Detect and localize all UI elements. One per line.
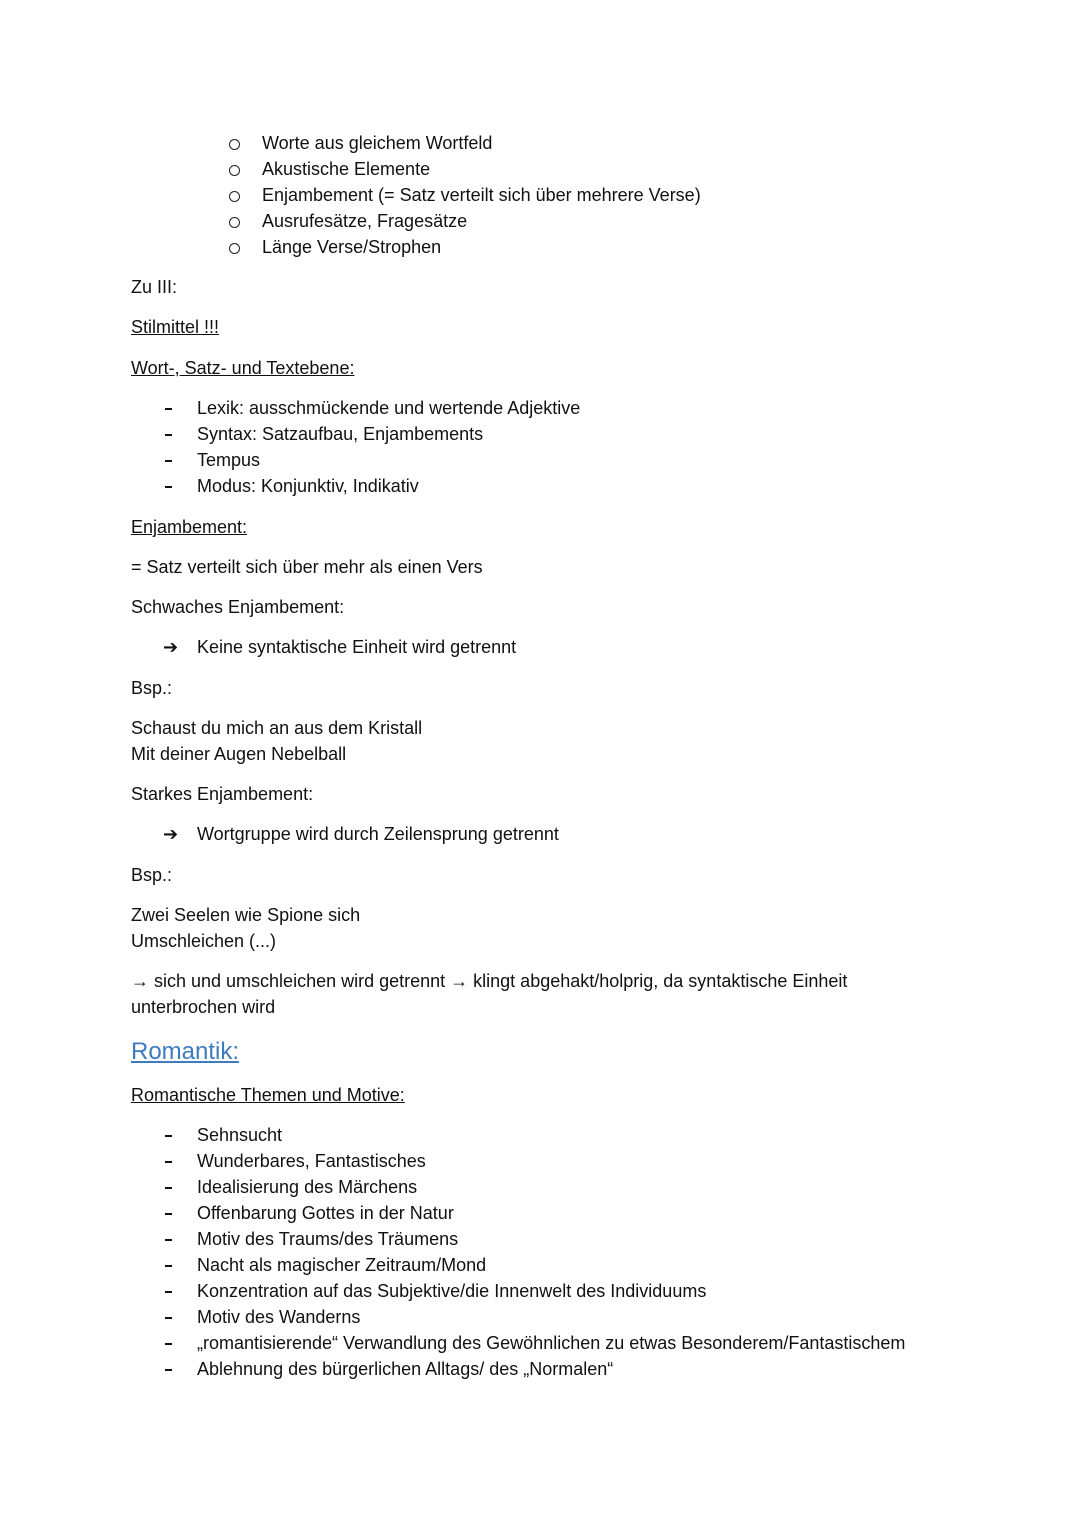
sublist-item: Enjambement (= Satz verteilt sich über mehrere Verse) xyxy=(262,185,701,205)
enjambement-definition: = Satz verteilt sich über mehr als einen Vers xyxy=(131,557,483,577)
dash-bullet-icon xyxy=(165,1187,172,1189)
circle-bullet-icon xyxy=(229,191,240,202)
list-item: Motiv des Wanderns xyxy=(197,1307,361,1327)
romantik-heading: Romantik: xyxy=(131,1038,240,1065)
list-item: „romantisierende“ Verwandlung des Gewöhnlichen zu etwas Besonderem/Fantastischem xyxy=(197,1333,906,1353)
ebene-heading: Wort-, Satz- und Textebene: xyxy=(131,358,355,378)
sublist-item: Länge Verse/Strophen xyxy=(262,237,442,257)
example-line: Zwei Seelen wie Spione sich xyxy=(131,905,361,925)
list-item: Nacht als magischer Zeitraum/Mond xyxy=(197,1255,487,1275)
arrow-right-icon: ➔ xyxy=(163,637,179,657)
stilmittel-heading: Stilmittel !!! xyxy=(131,317,220,337)
list-item: Konzentration auf das Subjektive/die Innenwelt des Individuums xyxy=(197,1281,707,1301)
list-item: Offenbarung Gottes in der Natur xyxy=(197,1203,454,1223)
enjambement-heading: Enjambement: xyxy=(131,517,248,537)
dash-bullet-icon xyxy=(165,486,172,488)
circle-bullet-icon xyxy=(229,139,240,150)
circle-bullet-icon xyxy=(229,165,240,176)
explanation-line: → sich und umschleichen wird getrennt → klingt abgehakt/holprig, da syntaktische Einheit xyxy=(131,971,848,991)
list-item: Motiv des Traums/des Träumens xyxy=(197,1229,459,1249)
dash-bullet-icon xyxy=(165,1213,172,1215)
list-item: Tempus xyxy=(197,450,261,470)
bsp-label: Bsp.: xyxy=(131,678,173,698)
dash-bullet-icon xyxy=(165,1239,172,1241)
example-line: Schaust du mich an aus dem Kristall xyxy=(131,718,423,738)
list-item: Ablehnung des bürgerlichen Alltags/ des „Normalen“ xyxy=(197,1359,614,1379)
list-item: Idealisierung des Märchens xyxy=(197,1177,418,1197)
dash-bullet-icon xyxy=(165,1265,172,1267)
dash-bullet-icon xyxy=(165,408,172,410)
dash-bullet-icon xyxy=(165,1343,172,1345)
zu-iii-label: Zu III: xyxy=(131,277,178,297)
sublist-item: Worte aus gleichem Wortfeld xyxy=(262,133,493,153)
example-line: Mit deiner Augen Nebelball xyxy=(131,744,347,764)
stark-heading: Starkes Enjambement: xyxy=(131,784,314,804)
bsp-label: Bsp.: xyxy=(131,865,173,885)
dash-bullet-icon xyxy=(165,434,172,436)
stark-arrow-text: Wortgruppe wird durch Zeilensprung getrennt xyxy=(197,824,559,844)
dash-bullet-icon xyxy=(165,1291,172,1293)
circle-bullet-icon xyxy=(229,243,240,254)
circle-bullet-icon xyxy=(229,217,240,228)
arrow-right-icon: ➔ xyxy=(163,824,179,844)
dash-bullet-icon xyxy=(165,1161,172,1163)
example-line: Umschleichen (...) xyxy=(131,931,277,951)
schwach-arrow-text: Keine syntaktische Einheit wird getrennt xyxy=(197,637,517,657)
dash-bullet-icon xyxy=(165,1317,172,1319)
dash-bullet-icon xyxy=(165,1135,172,1137)
sublist-item: Ausrufesätze, Fragesätze xyxy=(262,211,468,231)
sublist-item: Akustische Elemente xyxy=(262,159,431,179)
list-item: Sehnsucht xyxy=(197,1125,283,1145)
dash-bullet-icon xyxy=(165,1369,172,1371)
explanation-line: unterbrochen wird xyxy=(131,997,276,1017)
list-item: Syntax: Satzaufbau, Enjambements xyxy=(197,424,484,444)
dash-bullet-icon xyxy=(165,460,172,462)
list-item: Modus: Konjunktiv, Indikativ xyxy=(197,476,419,496)
themen-heading: Romantische Themen und Motive: xyxy=(131,1085,405,1105)
list-item: Lexik: ausschmückende und wertende Adjektive xyxy=(197,398,581,418)
schwach-heading: Schwaches Enjambement: xyxy=(131,597,345,617)
list-item: Wunderbares, Fantastisches xyxy=(197,1151,426,1171)
